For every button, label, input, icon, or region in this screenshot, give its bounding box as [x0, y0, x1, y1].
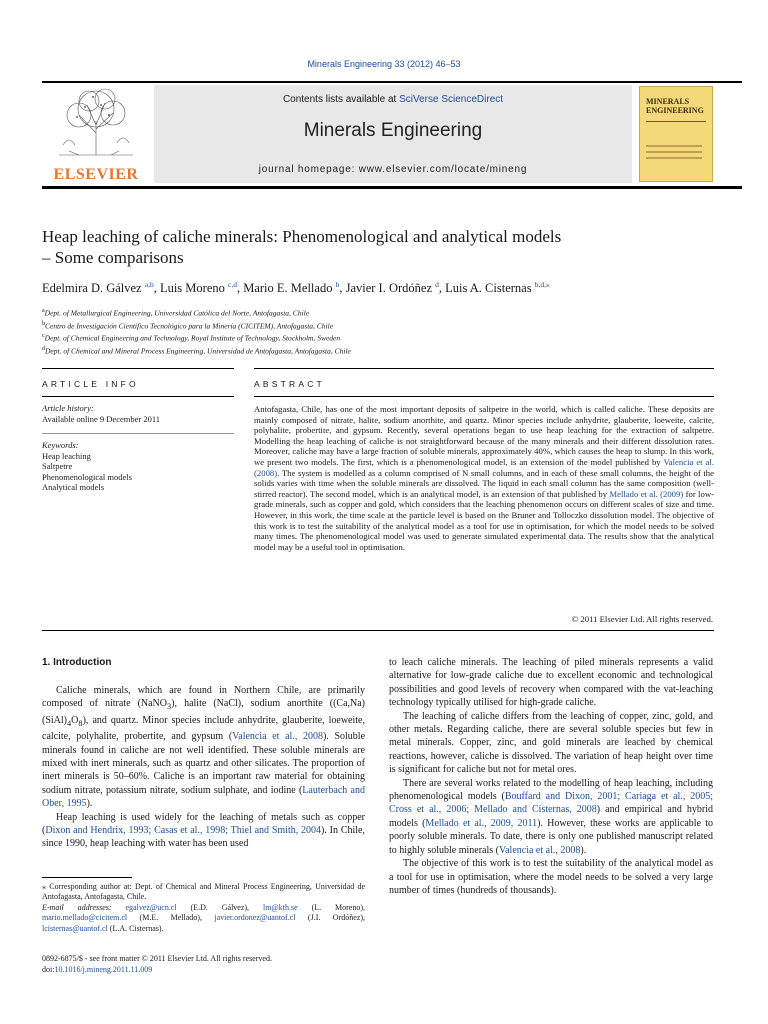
email-link[interactable]: lm@kth.se: [262, 902, 298, 912]
elsevier-logo: [42, 85, 150, 181]
text: (J.I. Ordóñez),: [295, 913, 365, 923]
paragraph: [42, 811, 365, 851]
affiliation: [42, 319, 732, 332]
email-link[interactable]: lcisternas@uantof.cl: [42, 923, 108, 933]
keyword: Analytical models: [42, 482, 105, 492]
text: ) and empirical and hybrid models (: [389, 804, 713, 829]
reference-link[interactable]: Mellado et al., 2009, 2011: [425, 817, 538, 829]
body-left-column: [42, 684, 365, 851]
journal-citation[interactable]: Minerals Engineering 33 (2012) 46–53: [307, 59, 461, 69]
author-affiliation-marker[interactable]: d: [435, 280, 439, 289]
footnote-rule: [42, 877, 132, 878]
author-name[interactable]: Luis Moreno: [159, 281, 225, 296]
subscript: 4: [67, 718, 72, 728]
email-link[interactable]: egalvez@ucn.cl: [125, 902, 177, 912]
keywords-label: Keywords:: [42, 440, 79, 450]
section-heading-introduction: 1. Introduction: [42, 657, 112, 668]
corresponding-author-footnote: [42, 882, 365, 934]
paragraph: to leach caliche minerals. The leaching of piled minerals represents a valid alternative for low-grade caliche due to excellent economic and technological possibilities and good levels of recovery when compared with the vat-leaching technology typically utilised for high-grade caliche.: [389, 657, 713, 709]
text: ). In Chile, since 1990, heap leaching with water has been used: [42, 825, 365, 850]
text: (M.E. Mellado),: [127, 913, 215, 923]
paragraph: [389, 777, 713, 857]
reference-link[interactable]: Valencia et al., 2008: [232, 731, 323, 743]
article-info-heading: ARTICLE INFO: [42, 379, 139, 389]
header-rule: [42, 81, 742, 83]
doi-line: [42, 964, 365, 975]
abstract-text: [254, 404, 714, 552]
affiliation-marker: a: [42, 308, 45, 314]
affiliation-marker: b: [42, 320, 45, 327]
text: ), and quartz. Minor species include anhydrite, glauberite, loeweite, calcite, polyhalite, probertite, and gypsum (: [42, 714, 365, 743]
affiliation-text: Dept. of Chemical Engineering and Technology, Royal Institute of Technology, Stockholm, Sweden: [44, 333, 341, 343]
text: ).: [580, 844, 587, 856]
author-affiliation-marker[interactable]: c,d: [228, 280, 237, 289]
article-title: [42, 226, 722, 268]
cover-title: [640, 87, 712, 115]
text: There are several works related to the modelling of heap leaching, including phenomenological models (: [389, 777, 713, 803]
author-name[interactable]: Edelmira D. Gálvez: [42, 281, 142, 296]
cover-title-line1: MINERALS: [646, 97, 690, 106]
doi-link[interactable]: 10.1016/j.mineng.2011.11.009: [54, 965, 153, 974]
reference-link[interactable]: Dixon and Hendrix, 1993; Casas et al., 1998; Thiel and Smith, 2004: [45, 825, 322, 837]
author-affiliation-marker[interactable]: b,d,⁎: [534, 280, 550, 289]
paragraph: [42, 684, 365, 811]
journal-homepage-link[interactable]: journal homepage: www.elsevier.com/locate/mineng: [258, 164, 528, 175]
reference-link[interactable]: Mellado et al. (2009): [609, 488, 684, 499]
journal-name: Minerals Engineering: [303, 120, 483, 141]
affiliation-text: Centro de Investigación Científico Tecnológico para la Minería (CICITEM), Antofagasta, Chile: [45, 321, 334, 330]
keywords-block: [42, 440, 234, 493]
article-info-rule-2: [42, 396, 234, 397]
sciencedirect-link[interactable]: SciVerse ScienceDirect: [399, 94, 504, 105]
abstract-rule-2: [254, 396, 714, 397]
cover-band: [646, 121, 706, 122]
contents-line: [154, 94, 632, 105]
affiliation-marker: d: [42, 345, 45, 352]
history-value: Available online 9 December 2011: [42, 413, 161, 424]
text: ), halite (NaCl), sodium anorthite ((Ca,Na)(SiAl): [42, 698, 366, 726]
issn-line: 0892-6875/$ - see front matter © 2011 Elsevier Ltd. All rights reserved.: [42, 954, 272, 963]
affiliation: [42, 344, 732, 357]
subscript: 8: [78, 718, 83, 728]
affiliation-marker: c: [42, 333, 45, 339]
text: (L.A. Cisternas).: [107, 923, 164, 933]
author-name[interactable]: Mario E. Mellado: [243, 281, 333, 296]
abstract-part: Antofagasta, Chile, has one of the most important deposits of saltpetre in the world, which is called caliche. These deposits are mainly composed of nitrate, halite, sodium anorthite, and quartz. Minor species include anhydrite, glauberite, loeweite, calcite, polyhalite, probertite, and gypsum. Recently, several operations began to use heap leaching for the extraction of saltpetre. Modelling the heap leaching of caliche is not straightforward because of the many minerals and their different dissolution rates. Moreover, caliche may have a large fraction of soluble minerals, approximately 40%, which causes the heap to slump. In this work, we present two models. The first, which is a phenomenological model, is an extension of the model published by: [254, 404, 714, 467]
publisher-name: ELSEVIER: [53, 166, 139, 183]
abstract-heading: ABSTRACT: [254, 379, 325, 389]
abstract-part: . The system is modelled as a column comprised of N small columns, and in each of these small columns, the height of the solids varies with time when the soluble minerals are dissolved. The liquid in each small column has the same composition (well-stirred reactor). The second model, which is an analytical model, is an extension of that published by: [254, 467, 714, 499]
abstract-bottom-rule: [42, 630, 714, 631]
author-affiliation-marker[interactable]: a,b: [144, 280, 154, 289]
keyword: Phenomenological models: [42, 471, 132, 482]
email-link[interactable]: javier.ordonez@uantof.cl: [214, 913, 296, 923]
text: (E.D. Gálvez),: [176, 902, 263, 912]
header-rule-bottom: [42, 186, 742, 189]
author-name[interactable]: Luis A. Cisternas: [445, 281, 532, 296]
journal-cover-thumbnail: [639, 86, 713, 182]
article-info-rule: [42, 368, 234, 369]
affiliation-list: [42, 306, 732, 356]
reference-link[interactable]: Valencia et al. (2008): [254, 456, 714, 478]
cover-lines: [646, 145, 702, 163]
body-right-column: [389, 656, 713, 897]
abstract-part: for low-grade minerals, such as copper and gold, which considers that the leaching phenomenon occurs on different scales of size and time. However, in this work, the time scale at the particle level is based on the Bruner and Tolloczko dissolution model. The objective of this work is to test the suitability of the analytical model as a tool for use in optimisation, for which the model needs to be solved many times. The phenomenological model was used to generate simulated experimental data. The results show that the analytical model may be a useful tool in optimisation.: [254, 488, 714, 552]
history-divider: [42, 433, 234, 434]
text: O: [71, 714, 79, 726]
email-label: E-mail addresses:: [42, 902, 126, 912]
title-line1: Heap leaching of caliche minerals: Phenomenological and analytical models: [42, 227, 562, 246]
article-history: [42, 403, 234, 424]
abstract-rule: [254, 368, 714, 369]
paragraph: The leaching of caliche differs from the leaching of copper, zinc, gold, and other metals. Regarding caliche, there are several soluble species but few in metal minerals. Copper, zinc, and gold minerals are leached by chemical reactions, however, caliche is dissolved. The variation of heap height over time is significant for caliche but not for metal ores.: [389, 710, 713, 776]
reference-link[interactable]: Lauterbach and Ober, 1995: [42, 784, 365, 810]
text: (L. Moreno),: [297, 902, 366, 912]
email-addresses: [42, 903, 365, 934]
text: Caliche minerals, which are found in Northern Chile, are primarily composed of nitrate (NaNO: [42, 685, 365, 710]
title-line2: – Some comparisons: [42, 248, 184, 267]
text: Heap leaching is used widely for the leaching of metals such as copper (: [42, 811, 365, 837]
affiliation: [42, 331, 732, 344]
subscript: 3: [167, 702, 172, 712]
cover-title-line2: ENGINEERING: [646, 106, 704, 115]
author-affiliation-marker[interactable]: b: [335, 280, 340, 289]
history-label: Article history:: [42, 403, 94, 413]
affiliation-text: Dept. of Metallurgical Engineering, Universidad Católica del Norte, Antofagasta, Chile: [44, 308, 310, 318]
keyword: Saltpetre: [42, 461, 73, 471]
contents-prefix: Contents lists available at: [282, 94, 400, 105]
reference-link[interactable]: Bouffard and Dixon, 2001; Cariaga et al., 2005; Cross et al., 2006; Mellado and Cisternas, 2008: [389, 791, 713, 816]
text: ). However, these works are applicable to poorly soluble minerals. To date, there is only one published manuscript related to highly soluble minerals (: [389, 817, 713, 856]
affiliation-text: Dept. of Chemical and Mineral Process Engineering, Universidad de Antofagasta, Antofagasta, Chile: [45, 346, 351, 355]
affiliation: [42, 306, 732, 319]
text: ).: [86, 798, 93, 810]
corresponding-note: ⁎ Corresponding author at: Dept. of Chemical and Mineral Process Engineering, Universidad de Antofagasta, Antofagasta, Chile.: [42, 882, 365, 902]
author-name[interactable]: Javier I. Ordóñez: [345, 281, 432, 296]
publication-info: [42, 953, 365, 975]
doi-label: doi:: [42, 965, 55, 974]
author-list: Edelmira D. Gálvez $^{a,b}$, Luis Moreno $^{c,d}$, Mario E. Mellado $^b$, Javier I. Ordóñez $^d$, Luis A. Cisternas $^{b,d,⁎}$: [42, 280, 550, 296]
paragraph: The objective of this work is to test the suitability of the analytical model as a tool for use in optimisation, where the model needs to be solved a very large number of times (hundreds of thousands).: [389, 858, 713, 896]
reference-link[interactable]: Valencia et al., 2008: [499, 844, 581, 856]
abstract-copyright: © 2011 Elsevier Ltd. All rights reserved.: [571, 614, 713, 624]
keyword: Heap leaching: [42, 450, 91, 461]
journal-masthead: [154, 85, 632, 183]
email-link[interactable]: mario.mellado@cicitem.cl: [42, 913, 128, 923]
elsevier-tree-icon: [49, 85, 143, 157]
text: ). Soluble minerals found in caliche are not well identified. These soluble minerals are mixed with inert minerals, such as quartz and other silicates. The proportion of inert minerals is 50–60%. Caliche is an important raw material for obtaining sodium nitrate, potassium nitrate, sodium sulphate, and iodine (: [42, 731, 366, 796]
